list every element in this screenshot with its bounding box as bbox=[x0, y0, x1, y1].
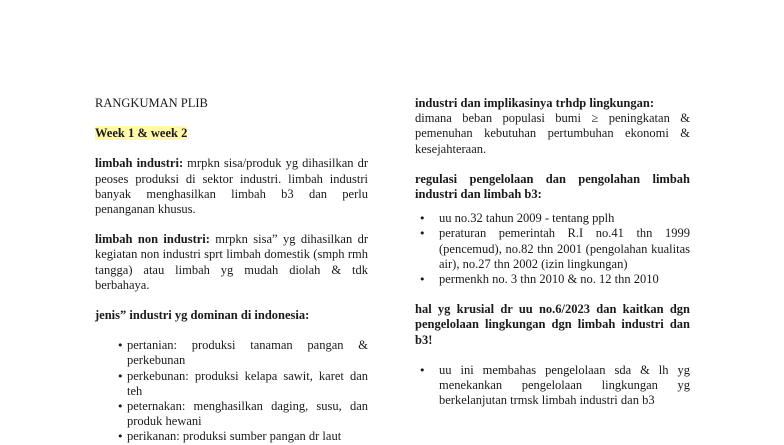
week-highlight: Week 1 & week 2 bbox=[95, 126, 188, 141]
term-limbah-industri: limbah industri: bbox=[95, 156, 184, 171]
list-item: • perikanan: produksi sumber pangan dr laut bbox=[95, 429, 368, 444]
paragraph-implikasi: dimana beban populasi bumi ≥ peningkatan & pemenuhan kebutuhan pertumbuhan ekonomi & kesejahteraan. bbox=[415, 111, 690, 156]
list-item: • peternakan: menghasilkan daging, susu, dan produk hewani bbox=[95, 399, 368, 429]
list-jenis-industri bbox=[95, 338, 368, 444]
list-regulasi bbox=[415, 211, 690, 287]
paragraph-limbah-non-industri bbox=[95, 232, 368, 293]
right-column bbox=[415, 96, 690, 408]
definition-limbah-industri: mrpkn sisa/produk yg dihasilkan dr peoses produksi di sektor industri. limbah industri banyak menghasilkan limbah b3 dan perlu penanganan khusus. bbox=[95, 156, 368, 217]
term-limbah-non-industri: limbah non industri: bbox=[95, 232, 210, 247]
list-item: • uu no.32 tahun 2009 - tentang pplh bbox=[415, 211, 690, 226]
week-heading bbox=[95, 126, 368, 141]
list-item: • peraturan pemerintah R.I no.41 thn 1999 (pencemud), no.82 thn 2001 (pengolahan kualitas air), no.27 thn 2002 (izin lingkungan) bbox=[415, 226, 690, 272]
paragraph-limbah-industri bbox=[95, 156, 368, 217]
list-krusial bbox=[415, 363, 690, 409]
list-item: • pertanian: produksi tanaman pangan & perkebunan bbox=[95, 338, 368, 368]
heading-krusial: hal yg krusial dr uu no.6/2023 dan kaitkan dgn pengelolaan lingkungan dgn limbah industri dan b3! bbox=[415, 302, 690, 347]
left-column bbox=[95, 96, 368, 445]
heading-jenis-industri: jenis” industri yg dominan di indonesia: bbox=[95, 308, 310, 323]
heading-implikasi: industri dan implikasinya trhdp lingkungan: bbox=[415, 96, 654, 110]
definition-limbah-non-industri: mrpkn sisa” yg dihasilkan dr kegiatan non industri sprt limbah domestik (smph rmh tangga) atau limbah yg mudah diolah & tdk berbahaya. bbox=[95, 232, 368, 292]
list-item: • perkebunan: produksi kelapa sawit, karet dan teh bbox=[95, 369, 368, 399]
document-title: RANGKUMAN PLIB bbox=[95, 96, 208, 110]
list-item: • permenkh no. 3 thn 2010 & no. 12 thn 2010 bbox=[415, 272, 690, 287]
heading-regulasi: regulasi pengelolaan dan pengolahan limbah industri dan limbah b3: bbox=[415, 171, 690, 202]
list-item: • uu ini membahas pengelolaan sda & lh yg menekankan pengelolaan lingkungan yg berkelanjutan trmsk limbah industri dan b3 bbox=[415, 363, 690, 409]
